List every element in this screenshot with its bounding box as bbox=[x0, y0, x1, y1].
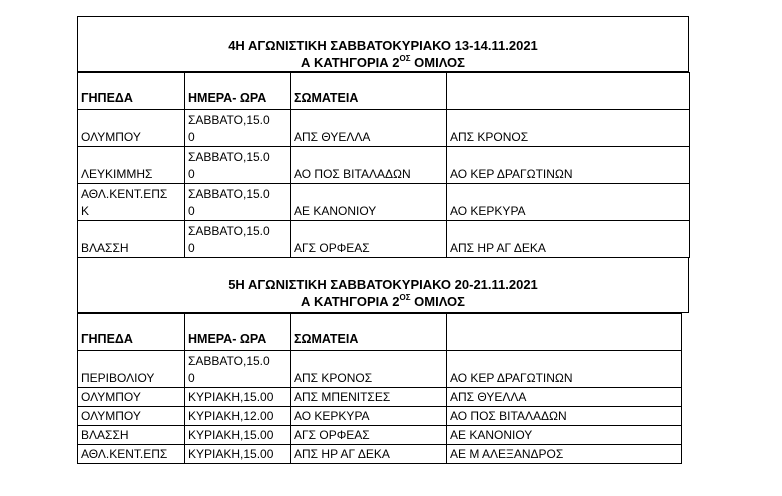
round5-title: 5Η ΑΓΩΝΙΣΤΙΚΗ ΣΑΒΒΑΤΟΚΥΡΙΑΚΟ 20-21.11.2021 bbox=[228, 277, 538, 292]
header-datetime: ΗΜΕΡΑ- ΩΡΑ bbox=[185, 73, 291, 110]
header-datetime: ΗΜΕΡΑ- ΩΡΑ bbox=[185, 314, 291, 351]
venue-cell: ΟΛΥΜΠΟΥ bbox=[78, 388, 185, 407]
round4-title: 4Η ΑΓΩΝΙΣΤΙΚΗ ΣΑΒΒΑΤΟΚΥΡΙΑΚΟ 13-14.11.2021 bbox=[228, 38, 538, 53]
away-club-cell: ΑΠΣ ΘΥΕΛΛΑ bbox=[447, 388, 682, 407]
away-club-cell: ΑΕ ΚΑΝΟΝΙΟΥ bbox=[447, 426, 682, 445]
venue-cell: ΟΛΥΜΠΟΥ bbox=[78, 110, 185, 147]
venue-cell: ΟΛΥΜΠΟΥ bbox=[78, 407, 185, 426]
venue-cell: ΑΘΛ.ΚΕΝΤ.ΕΠΣ bbox=[78, 445, 185, 464]
round4-subtitle: Α ΚΑΤΗΓΟΡΙΑ $2^{O\Sigma}$ ΟΜΙΛΟΣ bbox=[301, 53, 465, 70]
datetime-cell: ΣΑΒΒΑΤΟ,15.0 0 bbox=[185, 110, 291, 147]
header-venue: ΓΗΠΕΔΑ bbox=[78, 73, 185, 110]
home-club-cell: ΑΠΣ ΘΥΕΛΛΑ bbox=[291, 110, 447, 147]
venue-cell: ΛΕΥΚΙΜΜΗΣ bbox=[78, 147, 185, 184]
home-club-cell: ΑΟ ΚΕΡΚΥΡΑ bbox=[291, 407, 447, 426]
table-row bbox=[78, 221, 690, 258]
home-club-cell: ΑΠΣ ΗΡ ΑΓ ΔΕΚΑ bbox=[291, 445, 447, 464]
round4-table bbox=[77, 72, 690, 258]
datetime-cell: ΣΑΒΒΑΤΟ,15.0 0 bbox=[185, 221, 291, 258]
table-row bbox=[78, 110, 690, 147]
datetime-cell: ΚΥΡΙΑΚΗ,15.00 bbox=[185, 445, 291, 464]
venue-cell: ΑΘΛ.ΚΕΝΤ.ΕΠΣ Κ bbox=[78, 184, 185, 221]
datetime-cell: ΣΑΒΒΑΤΟ,15.0 0 bbox=[185, 147, 291, 184]
datetime-cell: ΚΥΡΙΑΚΗ,15.00 bbox=[185, 426, 291, 445]
table-row bbox=[78, 388, 682, 407]
away-club-cell: ΑΟ ΠΟΣ ΒΙΤΑΛΑΔΩΝ bbox=[447, 407, 682, 426]
away-club-cell: ΑΟ ΚΕΡ ΔΡΑΓΩΤΙΝΩΝ bbox=[447, 351, 682, 388]
datetime-cell: ΚΥΡΙΑΚΗ,12.00 bbox=[185, 407, 291, 426]
table-row bbox=[78, 407, 682, 426]
home-club-cell: ΑΓΣ ΟΡΦΕΑΣ bbox=[291, 221, 447, 258]
datetime-cell: ΣΑΒΒΑΤΟ,15.0 0 bbox=[185, 184, 291, 221]
venue-cell: ΠΕΡΙΒΟΛΙΟΥ bbox=[78, 351, 185, 388]
venue-cell: ΒΛΑΣΣΗ bbox=[78, 426, 185, 445]
round5-subtitle: Α ΚΑΤΗΓΟΡΙΑ $2^{O\Sigma}$ ΟΜΙΛΟΣ bbox=[301, 292, 465, 309]
home-club-cell: ΑΠΣ ΜΠΕΝΙΤΣΕΣ bbox=[291, 388, 447, 407]
home-club-cell: ΑΕ ΚΑΝΟΝΙΟΥ bbox=[291, 184, 447, 221]
table-header-row bbox=[78, 73, 690, 110]
away-club-cell: ΑΠΣ ΗΡ ΑΓ ΔΕΚΑ bbox=[447, 221, 690, 258]
header-clubs: ΣΩΜΑΤΕΙΑ bbox=[291, 314, 447, 351]
away-club-cell: ΑΟ ΚΕΡ ΔΡΑΓΩΤΙΝΩΝ bbox=[447, 147, 690, 184]
header-venue: ΓΗΠΕΔΑ bbox=[78, 314, 185, 351]
table-row bbox=[78, 426, 682, 445]
home-club-cell: ΑΓΣ ΟΡΦΕΑΣ bbox=[291, 426, 447, 445]
table-row bbox=[78, 184, 690, 221]
table-row bbox=[78, 147, 690, 184]
datetime-cell: ΣΑΒΒΑΤΟ,15.0 0 bbox=[185, 351, 291, 388]
away-club-cell: ΑΠΣ ΚΡΟΝΟΣ bbox=[447, 110, 690, 147]
venue-cell: ΒΛΑΣΣΗ bbox=[78, 221, 185, 258]
home-club-cell: ΑΠΣ ΚΡΟΝΟΣ bbox=[291, 351, 447, 388]
round4-title-box bbox=[77, 16, 689, 72]
table-row bbox=[78, 445, 682, 464]
table-header-row bbox=[78, 314, 682, 351]
round5-table bbox=[77, 313, 682, 464]
away-club-cell: ΑΕ Μ ΑΛΕΞΑΝΔΡΟΣ bbox=[447, 445, 682, 464]
round5-title-box bbox=[77, 257, 689, 313]
table-row bbox=[78, 351, 682, 388]
datetime-cell: ΚΥΡΙΑΚΗ,15.00 bbox=[185, 388, 291, 407]
home-club-cell: ΑΟ ΠΟΣ ΒΙΤΑΛΑΔΩΝ bbox=[291, 147, 447, 184]
away-club-cell: ΑΟ ΚΕΡΚΥΡΑ bbox=[447, 184, 690, 221]
header-clubs: ΣΩΜΑΤΕΙΑ bbox=[291, 73, 447, 110]
